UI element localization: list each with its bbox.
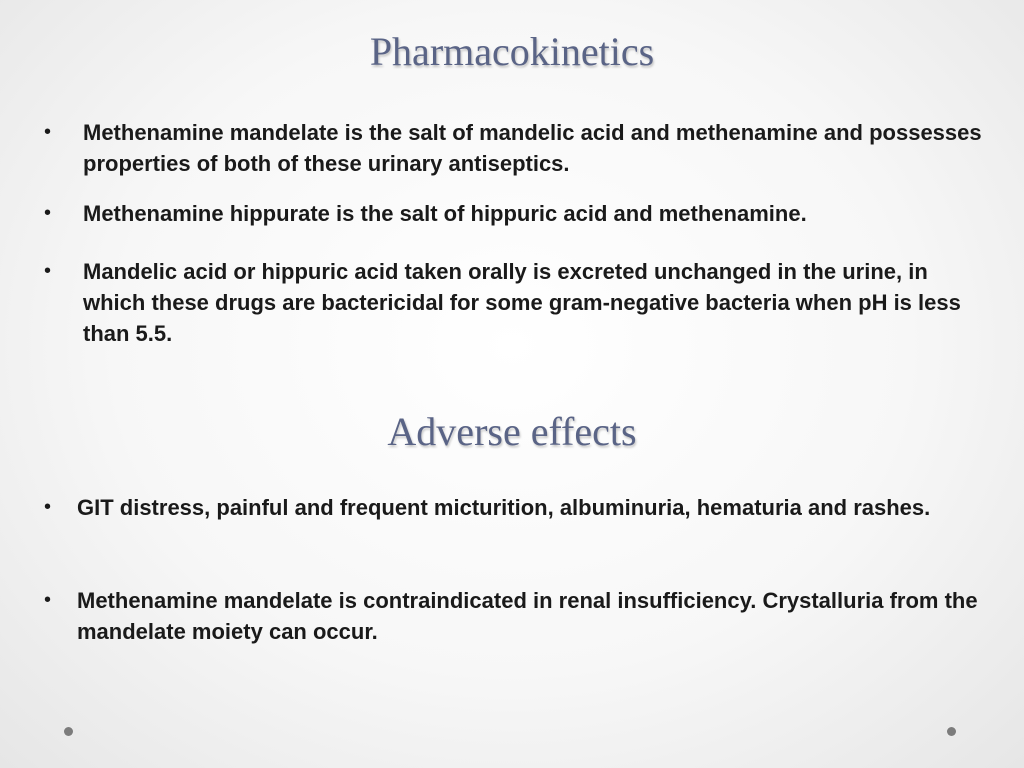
corner-dot-decoration [947, 727, 956, 736]
bullet-text: Methenamine mandelate is contraindicated in renal insufficiency. Crystalluria from the mandelate moiety can occur. [77, 588, 978, 644]
bullet-icon: • [44, 121, 52, 143]
pharmacokinetics-title: Pharmacokinetics [369, 29, 655, 74]
bullet-icon: • [44, 589, 52, 611]
bullet-item [44, 256, 988, 349]
adverse-effects-title: Adverse effects [387, 409, 637, 454]
corner-dot-decoration [64, 727, 73, 736]
bullet-item [44, 198, 988, 229]
bullet-text: Methenamine mandelate is the salt of mandelic acid and methenamine and possesses properties of both of these urinary antiseptics. [83, 120, 982, 176]
bullet-text: Mandelic acid or hippuric acid taken orally is excreted unchanged in the urine, in which these drugs are bactericidal for some gram-negative bacteria when pH is less than 5.5. [83, 259, 961, 346]
bullet-item [44, 117, 988, 179]
bullet-icon: • [44, 496, 52, 518]
bullet-item [44, 585, 987, 647]
bullet-text: GIT distress, painful and frequent micturition, albuminuria, hematuria and rashes. [77, 495, 931, 520]
bullet-text: Methenamine hippurate is the salt of hippuric acid and methenamine. [83, 201, 807, 226]
bullet-item [44, 492, 987, 523]
bullet-icon: • [44, 260, 52, 282]
bullet-icon: • [44, 202, 52, 224]
